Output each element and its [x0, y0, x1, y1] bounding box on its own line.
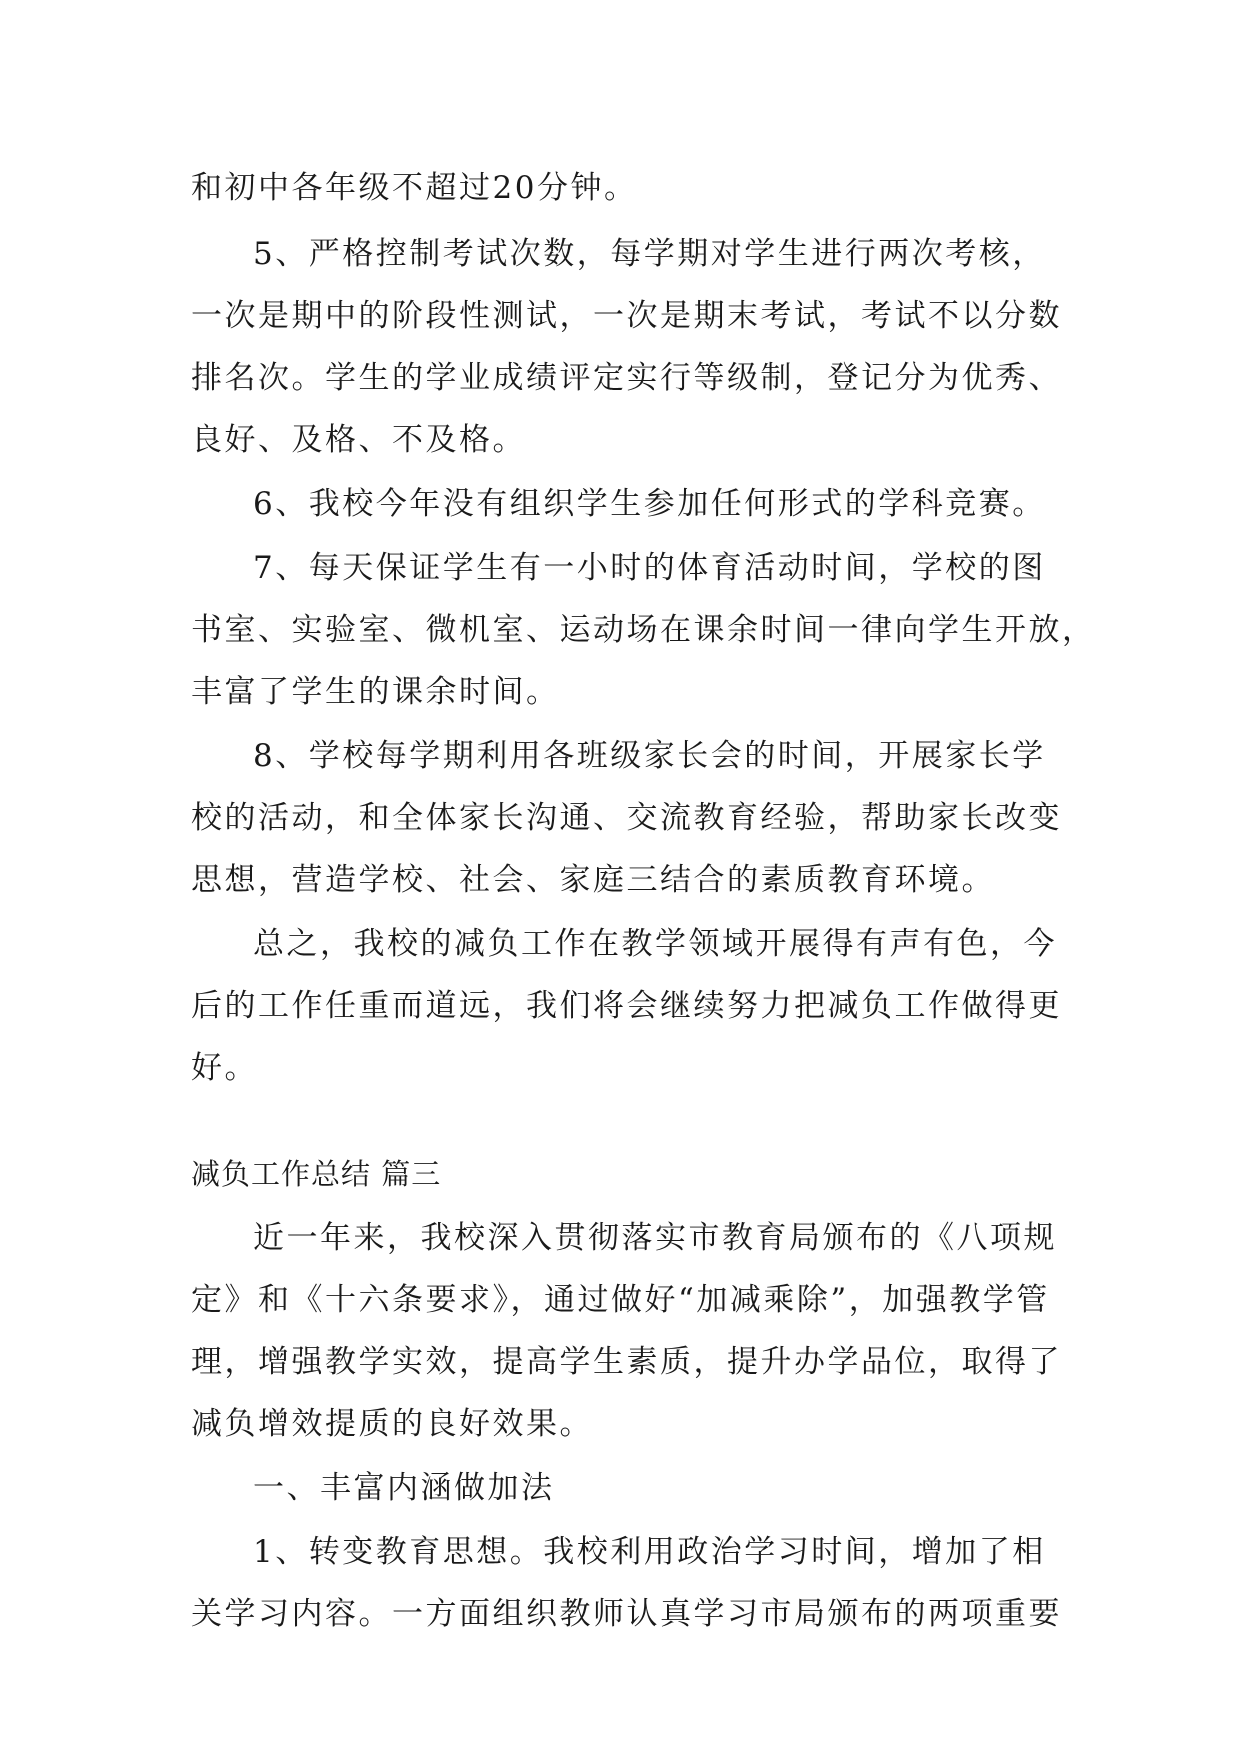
text-line: 近一年来，我校深入贯彻落实市教育局颁布的《八项规	[253, 1220, 1057, 1256]
text-line: 定》和《十六条要求》，通过做好“加减乘除”，加强教学管	[191, 1282, 1050, 1318]
text-line: 一次是期中的阶段性测试，一次是期末考试，考试不以分数	[191, 298, 1062, 334]
text-line: 7、每天保证学生有一小时的体育活动时间，学校的图	[253, 550, 1046, 586]
text-line: 关学习内容。一方面组织教师认真学习市局颁布的两项重要	[191, 1596, 1062, 1632]
text-line: 理，增强教学实效，提高学生素质，提升办学品位，取得了	[191, 1344, 1062, 1380]
text-line: 减负增效提质的良好效果。	[191, 1406, 593, 1442]
text-line: 后的工作任重而道远，我们将会继续努力把减负工作做得更	[191, 988, 1062, 1024]
subheading: 一、丰富内涵做加法	[253, 1470, 555, 1506]
text-line: 良好、及格、不及格。	[191, 422, 526, 458]
text-line: 6、我校今年没有组织学生参加任何形式的学科竞赛。	[253, 486, 1046, 522]
text-line: 书室、实验室、微机室、运动场在课余时间一律向学生开放，	[191, 612, 1096, 648]
section-heading: 减负工作总结 篇三	[191, 1157, 442, 1191]
text-line: 和初中各年级不超过20分钟。	[191, 170, 638, 206]
text-line: 排名次。学生的学业成绩评定实行等级制，登记分为优秀、	[191, 360, 1062, 396]
text-line: 总之，我校的减负工作在教学领域开展得有声有色，今	[253, 926, 1057, 962]
text-line: 8、学校每学期利用各班级家长会的时间，开展家长学	[253, 738, 1046, 774]
text-line: 1、转变教育思想。我校利用政治学习时间，增加了相	[253, 1534, 1046, 1570]
text-line: 校的活动，和全体家长沟通、交流教育经验，帮助家长改变	[191, 800, 1062, 836]
text-line: 思想，营造学校、社会、家庭三结合的素质教育环境。	[191, 862, 995, 898]
text-line: 好。	[191, 1050, 258, 1086]
text-line: 5、严格控制考试次数，每学期对学生进行两次考核，	[253, 236, 1046, 272]
text-line: 丰富了学生的课余时间。	[191, 674, 560, 710]
